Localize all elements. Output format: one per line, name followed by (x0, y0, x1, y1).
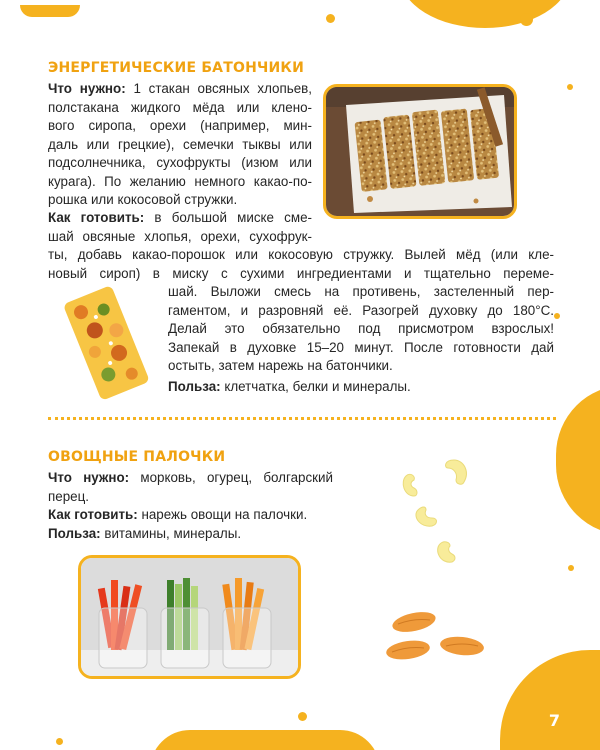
how-text: новый сироп) в миску с сухими ингредиентами и тщательно переме- (48, 265, 554, 281)
needs-label: Что нужно: (48, 81, 126, 96)
decor-blob-right (556, 385, 600, 535)
section-divider (48, 417, 556, 420)
benefit-text: витамины, минералы. (100, 525, 242, 541)
granola-bar-illustration (56, 285, 156, 405)
needs-text: рошка или кокосовой стружки. (48, 192, 238, 207)
needs-text: перец. (48, 488, 89, 504)
almonds-illustration (384, 606, 494, 673)
energy-bars-photo (323, 84, 517, 219)
decor-dot (326, 14, 335, 23)
page-number: 7 (548, 711, 560, 730)
decor-dot (554, 313, 560, 319)
how-label: Как готовить: (48, 210, 145, 225)
decor-dot (56, 738, 63, 745)
needs-text: полстакана жидкого мёда или клено- (48, 99, 312, 115)
benefit-label: Польза: (48, 525, 101, 541)
energy-bars-how-a (48, 209, 312, 246)
granola-bar-icon (56, 285, 156, 400)
needs-text: 1 стакан овсяных хлопьев, (125, 81, 313, 96)
veg-sticks-image (81, 558, 298, 676)
needs-text: даль или грецкие), семечки тыквы или (48, 136, 312, 152)
energy-bars-how-b (48, 246, 554, 283)
how-text: Запекай в духовке 15–20 минут. После готовности дай (168, 339, 554, 355)
decor-dot (568, 565, 574, 571)
benefit-label: Польза: (168, 378, 221, 394)
needs-text: подсолнечника, сухофрукты (изюм или (48, 155, 312, 170)
decor-blob-top-left (20, 5, 80, 17)
decor-dot (520, 13, 533, 26)
how-text: ты, добавь какао-порошок или кокосовую стружку. Вылей мёд (или кле- (48, 247, 554, 262)
cashew-icon (392, 452, 482, 572)
how-text: в большой миске сме- (144, 210, 312, 225)
how-text: шай. Выложи смесь на противень, застеленный пер- (168, 284, 554, 299)
veg-sticks-body (48, 469, 333, 543)
how-text: Делай это обязательно под присмотром взрослых! (168, 321, 554, 336)
how-text: шай овсяные хлопья, орехи, сухофрук- (48, 228, 312, 244)
needs-text: курага). По желанию немного какао-по- (48, 173, 312, 189)
needs-text: вого сиропа, орехи (например, мин- (48, 118, 312, 133)
cashews-illustration (392, 452, 482, 577)
energy-bars-needs (48, 80, 312, 210)
how-text: гаментом, и разровняй её. Разогрей духовку до 180°C. (168, 302, 554, 318)
how-label: Как готовить: (48, 507, 138, 522)
decor-blob-top (400, 0, 570, 28)
decor-blob-bottom-center (150, 730, 380, 750)
energy-bars-image (326, 87, 514, 216)
section-title-energy-bars: ЭНЕРГЕТИЧЕСКИЕ БАТОНЧИКИ (48, 60, 304, 76)
almond-icon (384, 606, 494, 668)
how-text: нарежь овощи на палочки. (137, 507, 308, 522)
decor-blob-bottom-right (500, 650, 600, 750)
how-text: остыть, затем нарежь на батончики. (168, 358, 393, 373)
benefit-text: клетчатка, белки и минералы. (220, 378, 411, 394)
veg-sticks-photo (78, 555, 301, 679)
decor-dot (567, 84, 573, 90)
decor-dot (298, 712, 307, 721)
needs-text: морковь, огурец, болгарский (129, 470, 333, 485)
needs-label: Что нужно: (48, 470, 130, 485)
energy-bars-how-c (168, 283, 554, 396)
section-title-veg-sticks: ОВОЩНЫЕ ПАЛОЧКИ (48, 449, 226, 465)
